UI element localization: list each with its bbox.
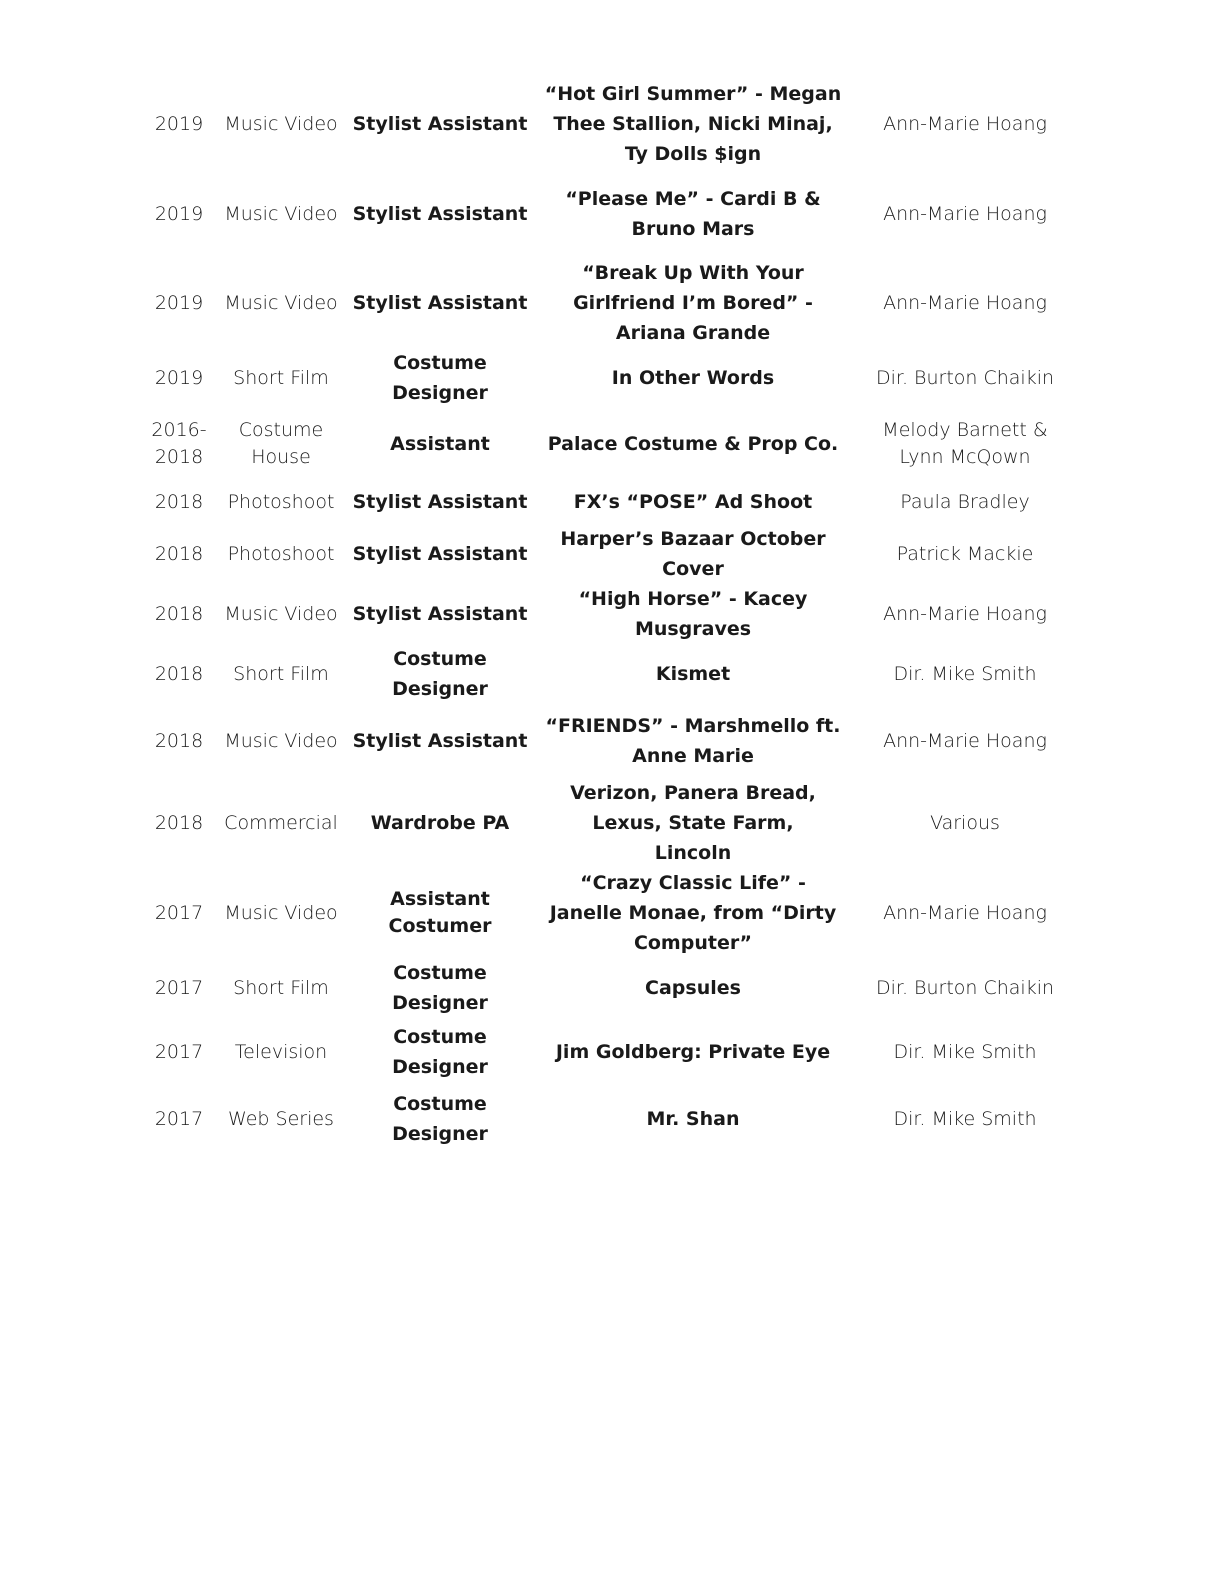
table-row <box>140 348 1080 408</box>
year-cell: 2018 <box>154 812 204 834</box>
role-cell: Assistant <box>390 432 490 455</box>
role-cell: Wardrobe PA <box>370 812 510 834</box>
year-cell: 2016-2018 <box>151 419 207 468</box>
year-cell: 2018 <box>154 663 204 685</box>
table-row <box>140 778 1080 868</box>
project-cell: Jim Goldberg: Private Eye <box>555 1041 831 1063</box>
table-row <box>140 704 1080 778</box>
table-row <box>140 258 1080 348</box>
role-cell: Stylist Assistant <box>352 730 528 752</box>
project-cell: Kismet <box>655 663 731 685</box>
credit-cell: Various <box>930 812 1000 834</box>
year-cell: 2019 <box>154 292 204 314</box>
year-cell: 2018 <box>154 730 204 752</box>
year-cell: 2018 <box>154 543 204 565</box>
credit-cell: Dir. Burton Chaikin <box>875 367 1055 389</box>
project-cell: Harper’s Bazaar October Cover <box>560 528 826 580</box>
table-row <box>140 644 1080 704</box>
role-cell: Stylist Assistant <box>352 603 528 625</box>
credit-cell: Dir. Burton Chaikin <box>875 977 1055 999</box>
table-row <box>140 584 1080 644</box>
type-cell: Costume House <box>238 419 324 468</box>
credit-cell: Ann-Marie Hoang <box>883 292 1047 314</box>
role-cell: Stylist Assistant <box>352 113 528 135</box>
credit-cell: Ann-Marie Hoang <box>883 730 1047 752</box>
type-cell: Photoshoot <box>227 543 335 565</box>
type-cell: Music Video <box>224 730 338 752</box>
year-cell: 2019 <box>154 113 204 135</box>
type-cell: Music Video <box>224 203 338 225</box>
type-cell: Television <box>234 1041 328 1063</box>
table-row <box>140 480 1080 524</box>
type-cell: Music Video <box>224 901 338 924</box>
role-cell: Costume Designer <box>392 1026 488 1078</box>
type-cell: Short Film <box>233 663 329 685</box>
year-cell: 2017 <box>154 1108 204 1130</box>
type-cell: Short Film <box>233 977 329 999</box>
year-cell: 2019 <box>154 367 204 389</box>
table-row <box>140 958 1080 1018</box>
project-cell: FX’s “POSE” Ad Shoot <box>573 491 813 513</box>
credit-cell: Paula Bradley <box>900 491 1030 513</box>
table-row <box>140 408 1080 480</box>
credits-table <box>140 78 1080 1152</box>
credit-cell: Ann-Marie Hoang <box>883 113 1047 135</box>
role-cell: Costume Designer <box>392 648 488 700</box>
role-cell: Stylist Assistant <box>352 292 528 314</box>
table-row <box>140 1086 1080 1152</box>
role-cell: Assistant Costumer <box>388 888 492 937</box>
year-cell: 2018 <box>154 491 204 513</box>
type-cell: Photoshoot <box>227 491 335 513</box>
table-row <box>140 524 1080 584</box>
table-row <box>140 78 1080 170</box>
role-cell: Costume Designer <box>392 962 488 1014</box>
credit-cell: Ann-Marie Hoang <box>883 603 1047 625</box>
credit-cell: Ann-Marie Hoang <box>883 901 1047 924</box>
type-cell: Music Video <box>224 603 338 625</box>
table-row <box>140 868 1080 958</box>
project-cell: Palace Costume & Prop Co. <box>547 432 839 455</box>
type-cell: Web Series <box>228 1108 334 1130</box>
credit-cell: Dir. Mike Smith <box>893 1108 1037 1130</box>
project-cell: In Other Words <box>611 367 775 389</box>
type-cell: Music Video <box>224 292 338 314</box>
credit-cell: Dir. Mike Smith <box>893 1041 1037 1063</box>
project-cell: “High Horse” - Kacey Musgraves <box>578 588 808 640</box>
year-cell: 2017 <box>154 901 204 924</box>
type-cell: Music Video <box>224 113 338 135</box>
credit-cell: Ann-Marie Hoang <box>883 203 1047 225</box>
role-cell: Costume Designer <box>392 1093 488 1145</box>
project-cell: “Hot Girl Summer” - Megan Thee Stallion, Nicki Minaj, Ty Dolls $ign <box>544 83 842 165</box>
role-cell: Stylist Assistant <box>352 491 528 513</box>
table-row <box>140 170 1080 258</box>
year-cell: 2019 <box>154 203 204 225</box>
credit-cell: Patrick Mackie <box>896 543 1034 565</box>
project-cell: “Please Me” - Cardi B & Bruno Mars <box>565 188 821 240</box>
project-cell: “FRIENDS” - Marshmello ft. Anne Marie <box>545 715 841 767</box>
type-cell: Short Film <box>233 367 329 389</box>
project-cell: Capsules <box>645 977 741 999</box>
project-cell: Mr. Shan <box>646 1108 740 1130</box>
credit-cell: Dir. Mike Smith <box>893 663 1037 685</box>
role-cell: Costume Designer <box>392 352 488 404</box>
role-cell: Stylist Assistant <box>352 543 528 565</box>
year-cell: 2017 <box>154 1041 204 1063</box>
table-row <box>140 1018 1080 1086</box>
type-cell: Commercial <box>224 812 338 834</box>
project-cell: “Crazy Classic Life” - Janelle Monae, from “Dirty Computer” <box>549 872 837 954</box>
role-cell: Stylist Assistant <box>352 203 528 225</box>
project-cell: “Break Up With Your Girlfriend I’m Bored” - Ariana Grande <box>573 262 813 344</box>
credit-cell: Melody Barnett & Lynn McQown <box>882 419 1048 468</box>
project-cell: Verizon, Panera Bread, Lexus, State Farm, Lincoln <box>570 782 816 864</box>
year-cell: 2018 <box>154 603 204 625</box>
year-cell: 2017 <box>154 977 204 999</box>
